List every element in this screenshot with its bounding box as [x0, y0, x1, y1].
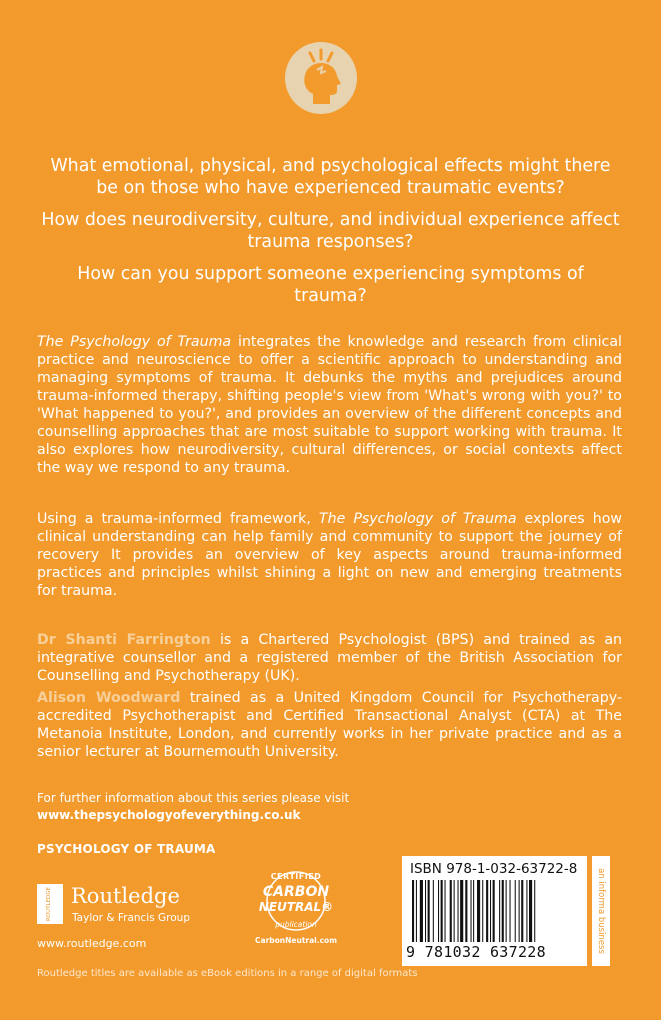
barcode-bar — [441, 880, 443, 942]
carbon-neutral-badge — [255, 868, 337, 953]
author-name: Alison Woodward — [37, 690, 181, 706]
barcode-bar — [428, 880, 430, 942]
isbn-barcode — [402, 856, 587, 966]
book-title: The Psychology of Trauma — [318, 511, 517, 527]
description-text: explores how clinical understanding can help family and community to support the journey of recovery It provides an overview of key aspects around trauma-informed practices and principles whilst shining a light on new and emerging treatments for trauma. — [37, 511, 622, 599]
barcode-bar — [438, 880, 439, 942]
barcode-bar — [493, 880, 495, 942]
publisher-logo — [37, 882, 217, 932]
badge-url: CarbonNeutral.com — [255, 936, 338, 945]
question-3: How can you support someone experiencing symptoms of trauma? — [77, 264, 584, 306]
barcode-bar — [521, 880, 523, 942]
barcode-bar — [477, 880, 480, 942]
ebook-footnote: Routledge titles are available as eBook editions in a range of digital formats — [37, 968, 418, 979]
author-bio-1 — [37, 631, 622, 685]
barcode-bar — [465, 880, 467, 942]
question-1: What emotional, physical, and psychological effects might there be on those who have experienced traumatic events? — [50, 156, 611, 198]
barcode-bar — [445, 880, 446, 942]
series-info — [37, 790, 349, 824]
barcode-bar — [473, 880, 474, 942]
badge-publication: publication — [275, 920, 317, 929]
barcode-bar — [471, 880, 472, 942]
badge-carbon: CARBON — [262, 884, 330, 900]
barcode-bar — [433, 880, 434, 942]
barcode-bar — [490, 880, 491, 942]
barcode-bar — [526, 880, 527, 942]
barcode-bar — [486, 880, 488, 942]
head-spark-icon — [283, 40, 359, 116]
barcode-bar — [458, 880, 459, 942]
author-name: Dr Shanti Farrington — [37, 632, 211, 648]
barcode-bar — [450, 880, 452, 942]
routledge-mark-icon — [37, 884, 63, 924]
barcode-bar — [534, 880, 535, 942]
publisher-url-link[interactable]: www.routledge.com — [37, 937, 147, 950]
barcode-bar — [519, 880, 520, 942]
barcode-bar — [454, 880, 455, 942]
series-name: PSYCHOLOGY OF TRAUMA — [37, 842, 216, 856]
description-text: Using a trauma-informed framework, — [37, 511, 319, 527]
barcode-bar — [420, 880, 423, 942]
series-url-link[interactable]: www.thepsychologyofeverything.co.uk — [37, 808, 301, 822]
spine-mark-text: ROUTLEDGE — [46, 886, 52, 922]
barcode-bar — [412, 880, 414, 942]
badge-neutral: NEUTRAL® — [258, 900, 334, 914]
barcode-bar — [510, 880, 511, 942]
author-bio-2 — [37, 689, 622, 761]
isbn-label: ISBN 978-1-032-63722-8 — [410, 861, 578, 877]
book-title: The Psychology of Trauma — [37, 334, 232, 350]
barcode-number: 9 781032 637228 — [406, 943, 546, 961]
description-paragraph-2 — [37, 510, 622, 600]
author-bio-text: trained as a United Kingdom Council for Psychotherapy-accredited Psychotherapist and Certified Transactional Analyst (CTA) at The Metanoia Institute, London, and currently works in her private practice and as a senior lecturer at Bournemouth University. — [37, 690, 622, 760]
description-text: integrates the knowledge and research from clinical practice and neuroscience to offer a scientific approach to understanding and managing symptoms of trauma. It debunks the myths and prejudices around trauma-informed therapy, shifting people's view from 'What's wrong with you?' to 'What happened to you?', and provides an overview of the different concepts and counselling approaches that are most suitable to support working with trauma. It also explores how neurodiversity, cultural differences, or social contexts affect the way we respond to any trauma. — [37, 334, 622, 476]
barcode-bar — [529, 880, 532, 942]
author-bio-text: is a Chartered Psychologist (BPS) and trained as an integrative counsellor and a registered member of the British Association for Counselling and Psychotherapy (UK). — [37, 632, 623, 684]
informa-strip — [592, 856, 610, 966]
barcode-bar — [416, 880, 417, 942]
description-paragraph-1 — [37, 333, 622, 477]
barcode-bar — [482, 880, 483, 942]
barcode-bar — [460, 880, 463, 942]
publisher-name: Routledge — [71, 884, 180, 908]
barcode-bar — [502, 880, 504, 942]
barcode-icon — [410, 880, 580, 942]
badge-certified: CERTIFIED — [270, 872, 322, 881]
publisher-group: Taylor & Francis Group — [72, 912, 190, 924]
question-2: How does neurodiversity, culture, and individual experience affect trauma responses? — [41, 210, 620, 252]
informa-text: an informa business — [596, 868, 606, 954]
barcode-bar — [499, 880, 500, 942]
barcode-bar — [425, 880, 426, 942]
barcode-bar — [506, 880, 507, 942]
series-info-text: For further information about this series please visit — [37, 791, 350, 805]
barcode-bar — [515, 880, 516, 942]
